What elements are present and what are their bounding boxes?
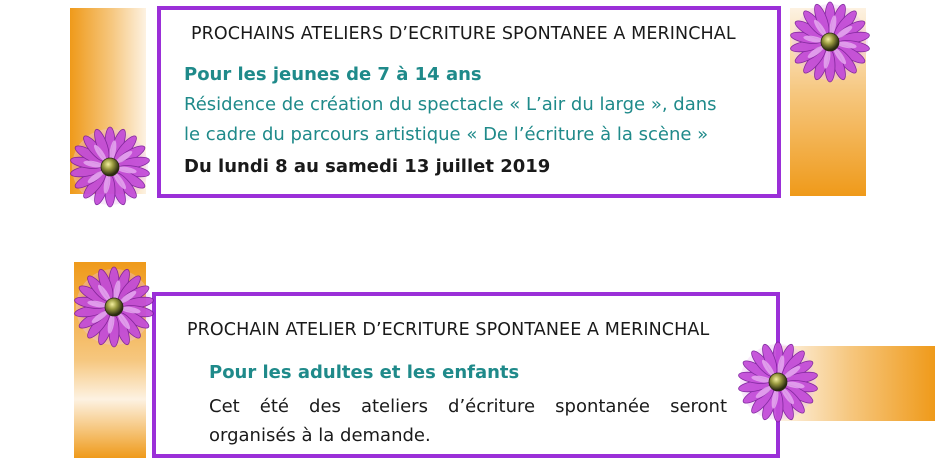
workshop-teens-description-line2: le cadre du parcours artistique « De l’écriture à la scène » xyxy=(184,124,709,145)
workshop-teens-card xyxy=(157,6,781,198)
workshop-adults-audience: Pour les adultes et les enfants xyxy=(209,362,520,383)
flower-icon xyxy=(68,125,152,209)
workshop-teens-audience: Pour les jeunes de 7 à 14 ans xyxy=(184,64,482,85)
flower-icon xyxy=(736,340,820,424)
flower-icon xyxy=(788,0,872,84)
workshop-teens-dates: Du lundi 8 au samedi 13 juillet 2019 xyxy=(184,156,551,177)
workshop-adults-description: Cet été des ateliers d’écriture spontanée seront organisés à la demande. xyxy=(209,396,727,446)
workshop-adults-card xyxy=(152,292,780,458)
workshop-teens-description-line1: Résidence de création du spectacle « L’air du large », dans xyxy=(184,94,717,115)
flower-icon xyxy=(72,265,156,349)
workshop-teens-title: PROCHAINS ATELIERS D’ECRITURE SPONTANEE A MERINCHAL xyxy=(191,24,736,44)
workshop-adults-title: PROCHAIN ATELIER D’ECRITURE SPONTANEE A MERINCHAL xyxy=(187,320,710,340)
